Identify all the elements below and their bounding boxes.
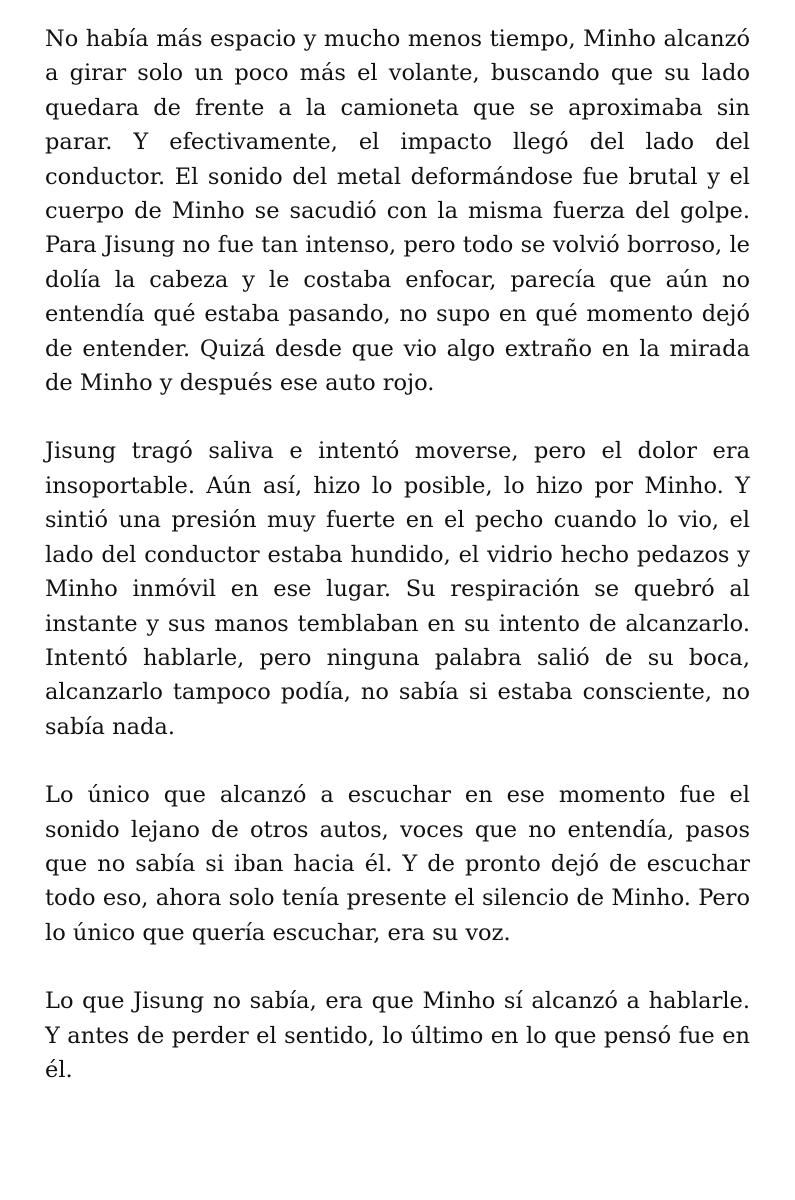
story-text <box>45 22 750 1087</box>
paragraph-2: Jisung tragó saliva e intentó moverse, pero el dolor era insoportable. Aún así, hizo lo posible, lo hizo por Minho. Y sintió una presión muy fuerte en el pecho cuando lo vio, el lado del conductor estaba hundido, el vidrio hecho pedazos y Minho inmóvil en ese lugar. Su respiración se quebró al instante y sus manos temblaban en su intento de alcanzarlo. Intentó hablarle, pero ninguna palabra salió de su boca, alcanzarlo tampoco podía, no sabía si estaba consciente, no sabía nada. <box>45 438 750 740</box>
paragraph-4: Lo que Jisung no sabía, era que Minho sí alcanzó a hablarle. Y antes de perder el sentido, lo último en lo que pensó fue en él. <box>45 988 750 1083</box>
paragraph-3: Lo único que alcanzó a escuchar en ese momento fue el sonido lejano de otros autos, voces que no entendía, pasos que no sabía si iban hacia él. Y de pronto dejó de escuchar todo eso, ahora solo tenía presente el silencio de Minho. Pero lo único que quería escuchar, era su voz. <box>45 782 750 946</box>
paragraph-1: No había más espacio y mucho menos tiempo, Minho alcanzó a girar solo un poco más el volante, buscando que su lado quedara de frente a la camioneta que se aproximaba sin parar. Y efectivamente, el impacto llegó del lado del conductor. El sonido del metal deformándose fue brutal y el cuerpo de Minho se sacudió con la misma fuerza del golpe. Para Jisung no fue tan intenso, pero todo se volvió borroso, le dolía la cabeza y le costaba enfocar, parecía que aún no entendía qué estaba pasando, no supo en qué momento dejó de entender. Quizá desde que vio algo extraño en la mirada de Minho y después ese auto rojo. <box>45 26 750 397</box>
